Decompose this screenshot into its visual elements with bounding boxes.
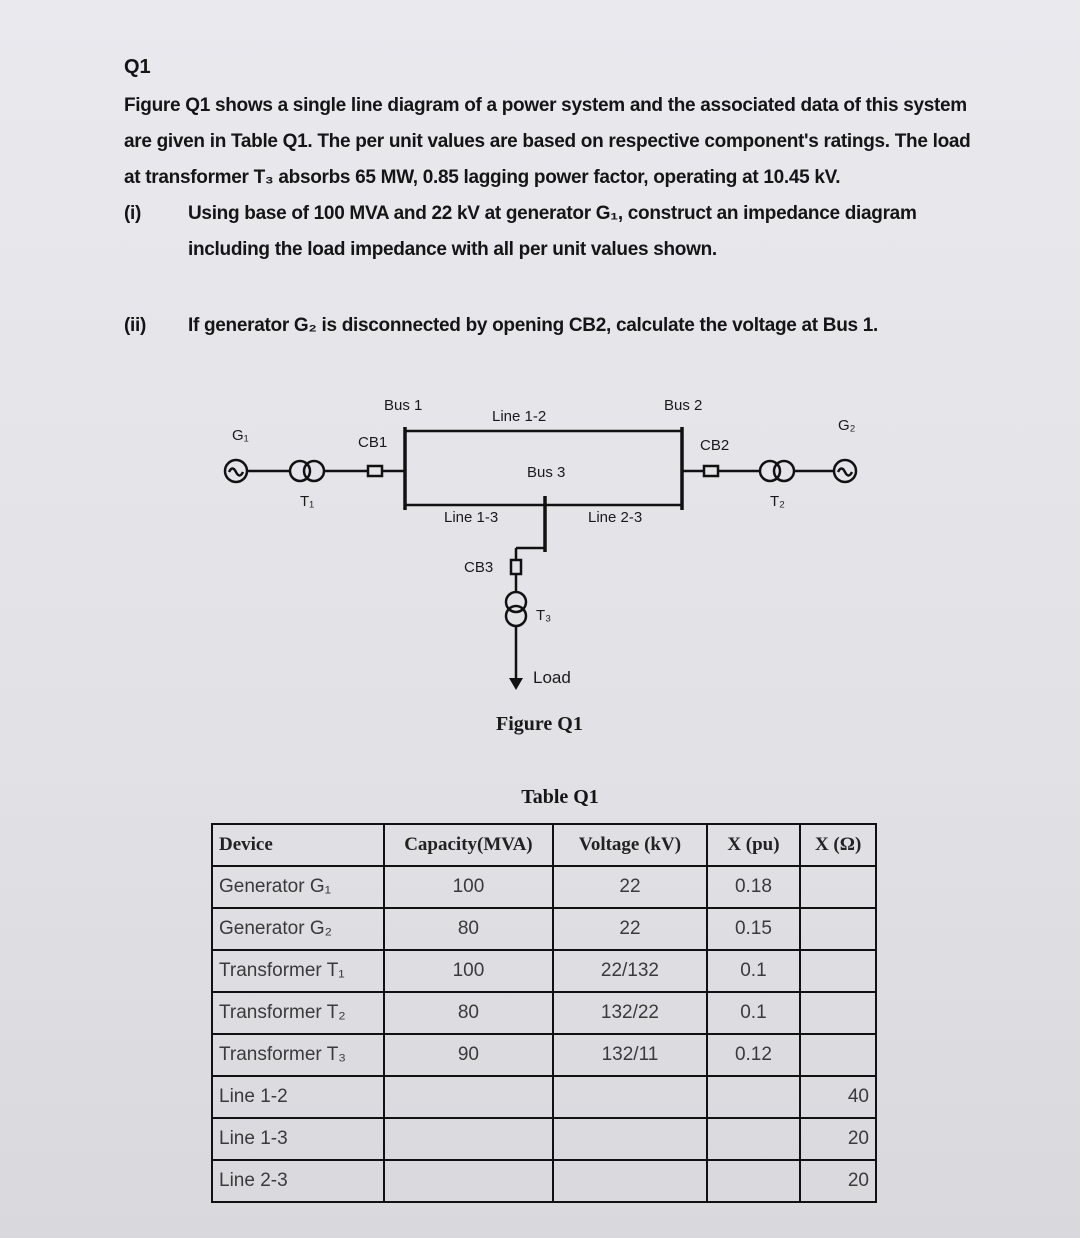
- cell-voltage: [553, 1160, 706, 1202]
- question-part-ii: [124, 308, 974, 348]
- table-header-row: [212, 824, 876, 866]
- table-row: [212, 950, 876, 992]
- header-device: Device: [212, 824, 384, 866]
- label-line12: Line 1-2: [492, 408, 547, 425]
- cell-capacity: 100: [384, 866, 554, 908]
- cell-x-ohm: 20: [800, 1160, 876, 1202]
- cell-voltage: 22/132: [553, 950, 706, 992]
- label-g1: G₁: [232, 427, 249, 444]
- part-line: Using base of 100 MVA and 22 kV at generator G₁, construct an impedance diagram: [188, 203, 917, 224]
- part-text: [188, 308, 974, 344]
- cell-voltage: [553, 1118, 706, 1160]
- cell-device: Generator G₁: [212, 866, 384, 908]
- cell-x-pu: [707, 1076, 801, 1118]
- part-line: If generator G₂ is disconnected by opening CB2, calculate the voltage at Bus 1.: [188, 315, 879, 336]
- breaker-cb1-symbol: [368, 466, 382, 476]
- load-arrow: [509, 678, 523, 690]
- cell-capacity: 90: [384, 1034, 554, 1076]
- header-capacity: Capacity(MVA): [384, 824, 554, 866]
- label-cb1: CB1: [358, 434, 388, 451]
- cell-voltage: [553, 1076, 706, 1118]
- breaker-cb3-symbol: [511, 560, 521, 574]
- cell-x-pu: [707, 1160, 801, 1202]
- cell-x-pu: 0.1: [707, 950, 801, 992]
- cell-capacity: 80: [384, 992, 554, 1034]
- label-line13: Line 1-3: [444, 509, 499, 526]
- question-paragraph: [124, 88, 974, 196]
- cell-x-ohm: 40: [800, 1076, 876, 1118]
- label-bus1: Bus 1: [384, 397, 423, 414]
- cell-x-pu: 0.15: [707, 908, 801, 950]
- label-t3: T₃: [536, 607, 552, 624]
- table-row: [212, 866, 876, 908]
- header-voltage: Voltage (kV): [553, 824, 706, 866]
- table-row: [212, 1160, 876, 1202]
- cell-capacity: [384, 1160, 554, 1202]
- cell-x-ohm: 20: [800, 1118, 876, 1160]
- paragraph-line: are given in Table Q1. The per unit values are based on respective component's ratings. The load: [124, 131, 971, 152]
- cell-x-pu: 0.12: [707, 1034, 801, 1076]
- part-number: (ii): [124, 315, 147, 336]
- header-x-ohm: X (Ω): [800, 824, 876, 866]
- cell-capacity: [384, 1076, 554, 1118]
- transformer-t1-winding-b: [304, 461, 324, 481]
- header-x-pu: X (pu): [707, 824, 801, 866]
- cell-capacity: 100: [384, 950, 554, 992]
- data-table: [211, 823, 877, 1203]
- table-row: [212, 908, 876, 950]
- cell-device: Line 1-2: [212, 1076, 384, 1118]
- cell-voltage: 22: [553, 908, 706, 950]
- label-line23: Line 2-3: [588, 509, 643, 526]
- generator-g2-wave: [838, 469, 852, 476]
- cell-x-pu: [707, 1118, 801, 1160]
- cell-device: Transformer T₃: [212, 1034, 384, 1076]
- cell-x-pu: 0.1: [707, 992, 801, 1034]
- transformer-t3-winding-b: [506, 606, 526, 626]
- label-cb2: CB2: [700, 437, 730, 454]
- breaker-cb2-symbol: [704, 466, 718, 476]
- table-row: [212, 1118, 876, 1160]
- figure-caption: Figure Q1: [496, 713, 583, 735]
- question-part-i: [124, 196, 974, 276]
- cell-capacity: [384, 1118, 554, 1160]
- cell-device: Line 2-3: [212, 1160, 384, 1202]
- cell-device: Line 1-3: [212, 1118, 384, 1160]
- part-text: [188, 196, 974, 268]
- paragraph-line: at transformer T₃ absorbs 65 MW, 0.85 lagging power factor, operating at 10.45 kV.: [124, 167, 841, 188]
- cell-device: Transformer T₁: [212, 950, 384, 992]
- cell-x-ohm: [800, 950, 876, 992]
- cell-voltage: 132/11: [553, 1034, 706, 1076]
- cell-x-ohm: [800, 908, 876, 950]
- label-load: Load: [533, 668, 571, 687]
- label-cb3: CB3: [464, 559, 494, 576]
- label-bus3: Bus 3: [527, 464, 566, 481]
- generator-g1-wave: [229, 469, 243, 476]
- label-t2: T₂: [770, 493, 785, 510]
- label-t1: T₁: [300, 493, 315, 510]
- table-row: [212, 1076, 876, 1118]
- cell-capacity: 80: [384, 908, 554, 950]
- cell-x-ohm: [800, 866, 876, 908]
- cell-device: Generator G₂: [212, 908, 384, 950]
- cell-voltage: 22: [553, 866, 706, 908]
- cell-x-ohm: [800, 1034, 876, 1076]
- table-row: [212, 1034, 876, 1076]
- part-number: (i): [124, 203, 142, 224]
- question-title: Q1: [124, 56, 151, 78]
- table-row: [212, 992, 876, 1034]
- part-line: including the load impedance with all per unit values shown.: [188, 239, 717, 260]
- transformer-t2-winding-b: [774, 461, 794, 481]
- cell-device: Transformer T₂: [212, 992, 384, 1034]
- label-g2: G₂: [838, 417, 856, 434]
- label-bus2: Bus 2: [664, 397, 703, 414]
- table-caption: Table Q1: [521, 786, 599, 808]
- cell-voltage: 132/22: [553, 992, 706, 1034]
- cell-x-ohm: [800, 992, 876, 1034]
- cell-x-pu: 0.18: [707, 866, 801, 908]
- paragraph-line: Figure Q1 shows a single line diagram of a power system and the associated data of this system: [124, 95, 967, 116]
- single-line-diagram: [0, 380, 1080, 740]
